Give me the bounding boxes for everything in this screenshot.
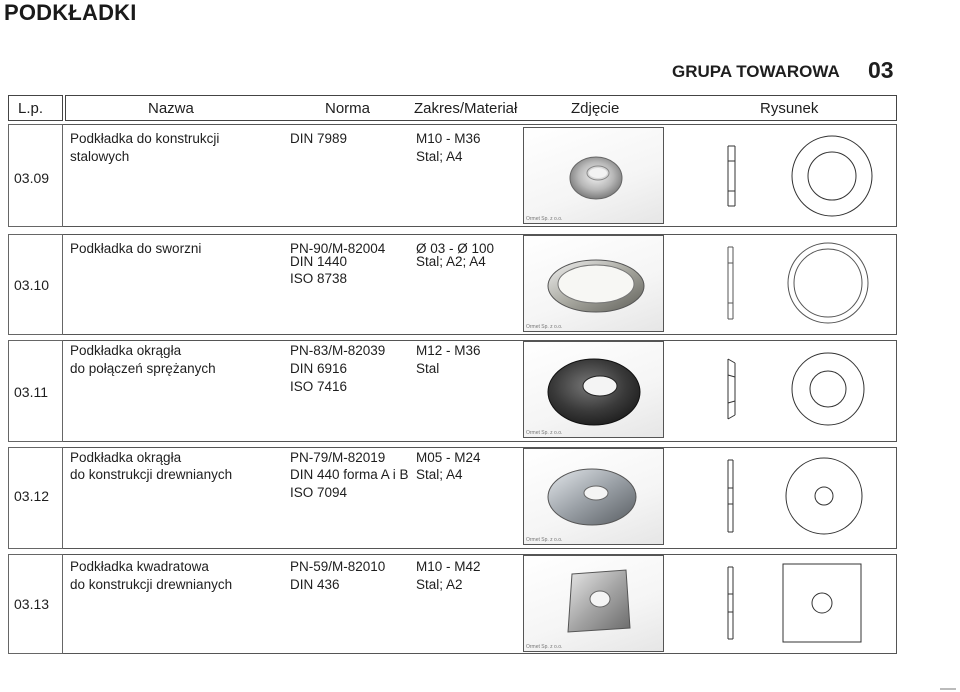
norm-line-1: PN-83/M-82039 xyxy=(290,343,386,358)
row-number: 03.13 xyxy=(14,596,50,612)
header-main-cell xyxy=(65,95,897,121)
range-line-1: M10 - M36 xyxy=(416,131,481,146)
header-range: Zakres/Materiał xyxy=(414,100,518,117)
photo-watermark: Ormet Sp. z o.o. xyxy=(526,430,563,436)
technical-drawing xyxy=(666,127,896,224)
technical-drawing xyxy=(666,341,896,438)
product-name-line-2: stalowych xyxy=(70,149,130,164)
norm-line-1: PN-90/M-82004 xyxy=(290,241,386,256)
range-line-1: M10 - M42 xyxy=(416,559,481,574)
norm-line-3: ISO 7094 xyxy=(290,485,348,500)
technical-drawing xyxy=(666,448,896,545)
technical-drawing xyxy=(666,555,896,652)
norm-line-2: DIN 6916 xyxy=(290,361,348,376)
norm-line-3: ISO 7416 xyxy=(290,379,348,394)
header-photo: Zdjęcie xyxy=(571,100,620,117)
product-name-line-1: Podkładka okrągła xyxy=(70,450,182,465)
photo-watermark: Ormet Sp. z o.o. xyxy=(526,216,563,222)
group-number: 03 xyxy=(868,57,894,83)
product-name-line-1: Podkładka okrągła xyxy=(70,343,182,358)
header-lp: L.p. xyxy=(18,100,44,117)
photo-watermark: Ormet Sp. z o.o. xyxy=(526,324,563,330)
range-line-2: Stal; A4 xyxy=(416,149,463,164)
product-name-line-2: do konstrukcji drewnianych xyxy=(70,577,233,592)
range-line-2: Stal; A2 xyxy=(416,577,463,592)
row-number: 03.12 xyxy=(14,488,50,504)
header-lp-cell xyxy=(8,95,63,121)
row-number: 03.09 xyxy=(14,170,50,186)
row-number: 03.11 xyxy=(14,384,48,400)
header-drawing: Rysunek xyxy=(760,100,819,117)
photo-watermark: Ormet Sp. z o.o. xyxy=(526,537,563,543)
range-line-2: Stal; A2; A4 xyxy=(416,254,486,269)
range-line-1: M12 - M36 xyxy=(416,343,481,358)
product-name-line-1: Podkładka kwadratowa xyxy=(70,559,209,574)
technical-drawing xyxy=(666,235,896,332)
page-corner-mark xyxy=(940,688,956,690)
product-photo xyxy=(523,127,664,224)
header-name: Nazwa xyxy=(148,100,194,117)
photo-watermark: Ormet Sp. z o.o. xyxy=(526,644,563,650)
norm-line-2: DIN 436 xyxy=(290,577,340,592)
range-line-1: M05 - M24 xyxy=(416,450,481,465)
norm-line-1: DIN 7989 xyxy=(290,131,348,146)
product-photo xyxy=(523,235,664,332)
range-line-2: Stal; A4 xyxy=(416,467,463,482)
norm-line-2: DIN 1440 xyxy=(290,254,348,269)
product-name-line-1: Podkładka do sworzni xyxy=(70,241,202,256)
product-photo xyxy=(523,341,664,438)
row-number: 03.10 xyxy=(14,277,50,293)
page-title: PODKŁADKI xyxy=(4,0,137,25)
product-photo xyxy=(523,448,664,545)
product-name-line-2: do konstrukcji drewnianych xyxy=(70,467,233,482)
product-name-line-2: do połączeń sprężanych xyxy=(70,361,216,376)
product-photo xyxy=(523,555,664,652)
group-label: GRUPA TOWAROWA xyxy=(672,62,840,81)
norm-line-3: ISO 8738 xyxy=(290,271,348,286)
norm-line-1: PN-59/M-82010 xyxy=(290,559,386,574)
norm-line-1: PN-79/M-82019 xyxy=(290,450,386,465)
norm-line-2: DIN 440 forma A i B xyxy=(290,467,409,482)
header-norm: Norma xyxy=(325,100,371,117)
range-line-1: Ø 03 - Ø 100 xyxy=(416,241,495,256)
product-name-line-1: Podkładka do konstrukcji xyxy=(70,131,220,146)
range-line-2: Stal xyxy=(416,361,440,376)
